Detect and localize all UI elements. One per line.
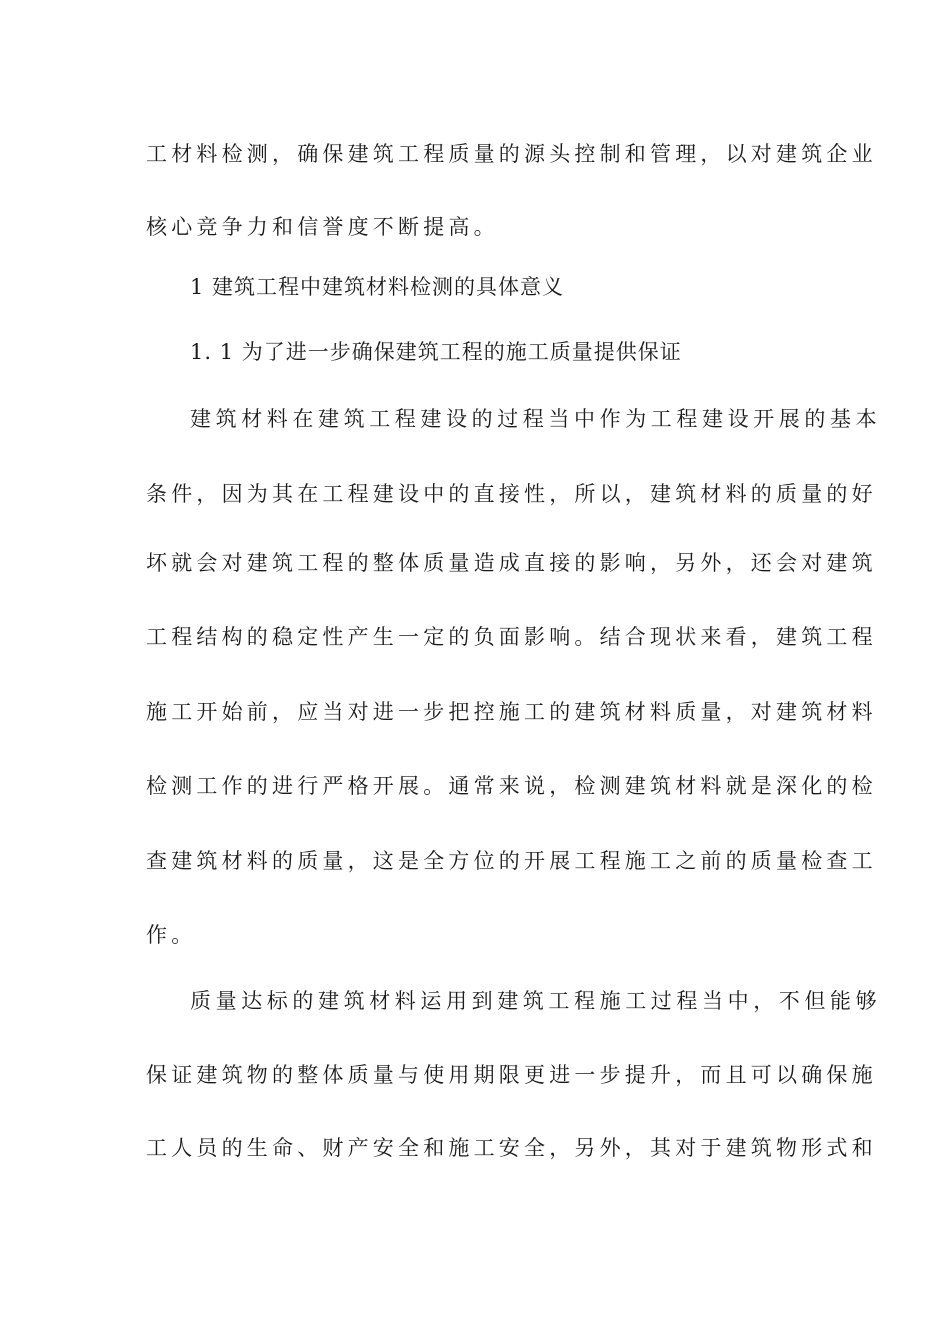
paragraph-line: 质量达标的建筑材料运用到建筑工程施工过程当中，不但能够	[190, 989, 882, 1013]
paragraph-line: 查建筑材料的质量，这是全方位的开展工程施工之前的质量检查工	[146, 849, 877, 873]
paragraph-line: 检测工作的进行严格开展。通常来说，检测建筑材料就是深化的检	[146, 774, 877, 798]
paragraph-line: 核心竞争力和信誉度不断提高。	[146, 215, 499, 239]
paragraph-line: 作。	[146, 923, 197, 947]
paragraph-line: 施工开始前，应当对进一步把控施工的建筑材料质量，对建筑材料	[146, 700, 877, 724]
paragraph-line: 建筑材料在建筑工程建设的过程当中作为工程建设开展的基本	[190, 407, 882, 431]
paragraph-line: 保证建筑物的整体质量与使用期限更进一步提升，而且可以确保施	[146, 1063, 877, 1087]
paragraph-line: 坏就会对建筑工程的整体质量造成直接的影响，另外，还会对建筑	[146, 551, 877, 575]
section-heading: 1 建筑工程中建筑材料检测的具体意义	[190, 275, 565, 299]
paragraph-line: 条件，因为其在工程建设中的直接性，所以，建筑材料的质量的好	[146, 482, 877, 506]
paragraph-line: 工人员的生命、财产安全和施工安全，另外，其对于建筑物形式和	[146, 1136, 877, 1160]
paragraph-line: 工程结构的稳定性产生一定的负面影响。结合现状来看，建筑工程	[146, 625, 877, 649]
paragraph-line: 工材料检测，确保建筑工程质量的源头控制和管理，以对建筑企业	[146, 142, 877, 166]
subsection-heading: 1. 1 为了进一步确保建筑工程的施工质量提供保证	[190, 340, 682, 364]
